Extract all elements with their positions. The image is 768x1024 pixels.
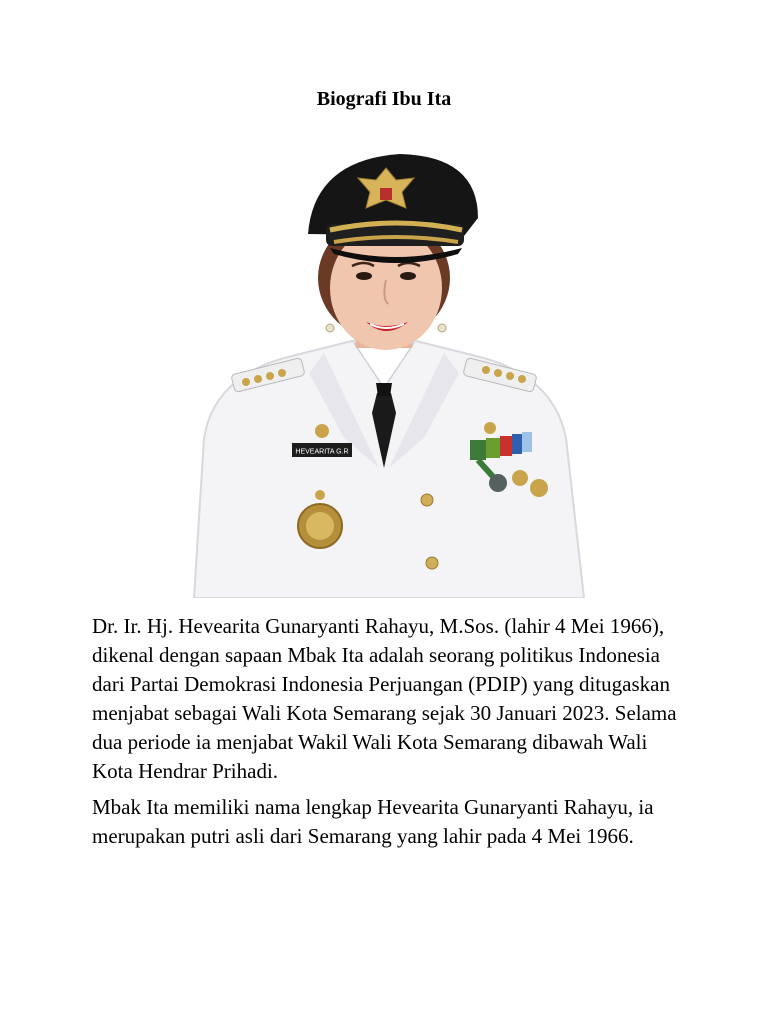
page-title: Biografi Ibu Ita bbox=[316, 88, 452, 110]
paragraph-1: Dr. Ir. Hj. Hevearita Gunaryanti Rahayu, M.Sos. (lahir 4 Mei 1966), dikenal dengan sapaan Mbak Ita adalah seorang politikus Indonesia dari Partai Demokrasi Indonesia Perjuangan (PDIP) yang ditugaskan menjabat sebagai Wali Kota Semarang sejak 30 Januari 2023. Selama dua periode ia menjabat Wakil Wali Kota Semarang dibawah Wali Kota Hendrar Prihadi. bbox=[92, 614, 677, 783]
biography-text bbox=[92, 612, 682, 858]
portrait-photo bbox=[174, 138, 594, 598]
name-tag: HEVEARITA G.R bbox=[295, 448, 349, 456]
paragraph-2: Mbak Ita memiliki nama lengkap Hevearita Gunaryanti Rahayu, ia merupakan putri asli dari Semarang yang lahir pada 4 Mei 1966. bbox=[92, 795, 654, 848]
